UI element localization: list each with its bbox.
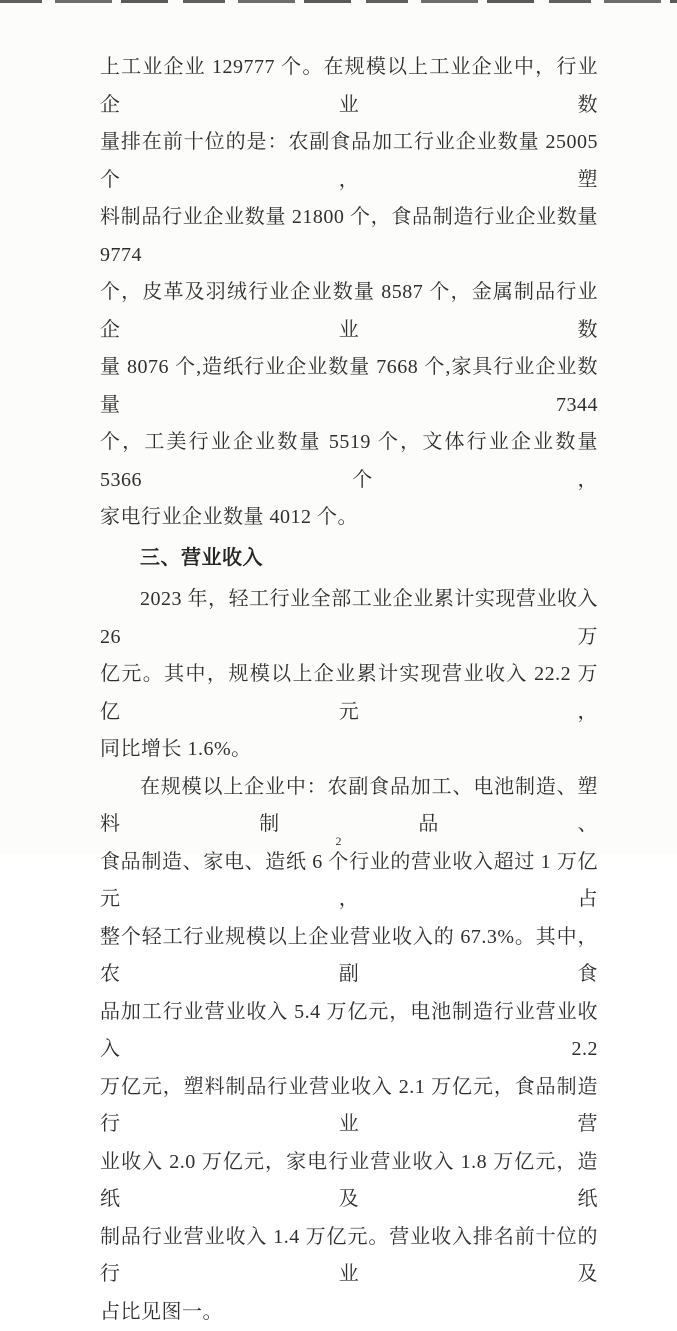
body-line: 亿元。其中，规模以上企业累计实现营业收入 22.2 万亿元， <box>100 656 598 731</box>
body-line: 整个轻工行业规模以上企业营业收入的 67.3%。其中，农副食 <box>100 919 598 994</box>
document-text-block <box>100 49 598 1331</box>
body-line: 家电行业企业数量 4012 个。 <box>100 499 598 537</box>
body-line: 品加工行业营业收入 5.4 万亿元，电池制造行业营业收入 2.2 <box>100 994 598 1069</box>
body-line: 占比见图一。 <box>100 1294 598 1331</box>
body-line: 个，工美行业企业数量 5519 个，文体行业企业数量 5366 个， <box>100 424 598 499</box>
body-line: 上工业企业 129777 个。在规模以上工业企业中，行业企业数 <box>100 49 598 124</box>
body-line: 在规模以上企业中：农副食品加工、电池制造、塑料制品、 <box>100 769 598 844</box>
body-line: 制品行业营业收入 1.4 万亿元。营业收入排名前十位的行业及 <box>100 1219 598 1294</box>
body-line: 量排在前十位的是：农副食品加工行业企业数量 25005 个，塑 <box>100 124 598 199</box>
scan-artifact-top-edge <box>0 0 677 3</box>
body-line: 万亿元，塑料制品行业营业收入 2.1 万亿元，食品制造行业营 <box>100 1069 598 1144</box>
body-line: 业收入 2.0 万亿元，家电行业营业收入 1.8 万亿元，造纸及纸 <box>100 1144 598 1219</box>
body-line: 食品制造、家电、造纸 6 个行业的营业收入超过 1 万亿元，占 <box>100 844 598 919</box>
body-line: 2023 年，轻工行业全部工业企业累计实现营业收入 26 万 <box>100 581 598 656</box>
page-number: 2 <box>0 834 677 849</box>
section-heading: 三、营业收入 <box>100 540 598 578</box>
body-line: 个，皮革及羽绒行业企业数量 8587 个，金属制品行业企业数 <box>100 274 598 349</box>
body-line: 同比增长 1.6%。 <box>100 731 598 769</box>
body-line: 料制品行业企业数量 21800 个，食品制造行业企业数量 9774 <box>100 199 598 274</box>
body-line: 量 8076 个,造纸行业企业数量 7668 个,家具行业企业数量 7344 <box>100 349 598 424</box>
